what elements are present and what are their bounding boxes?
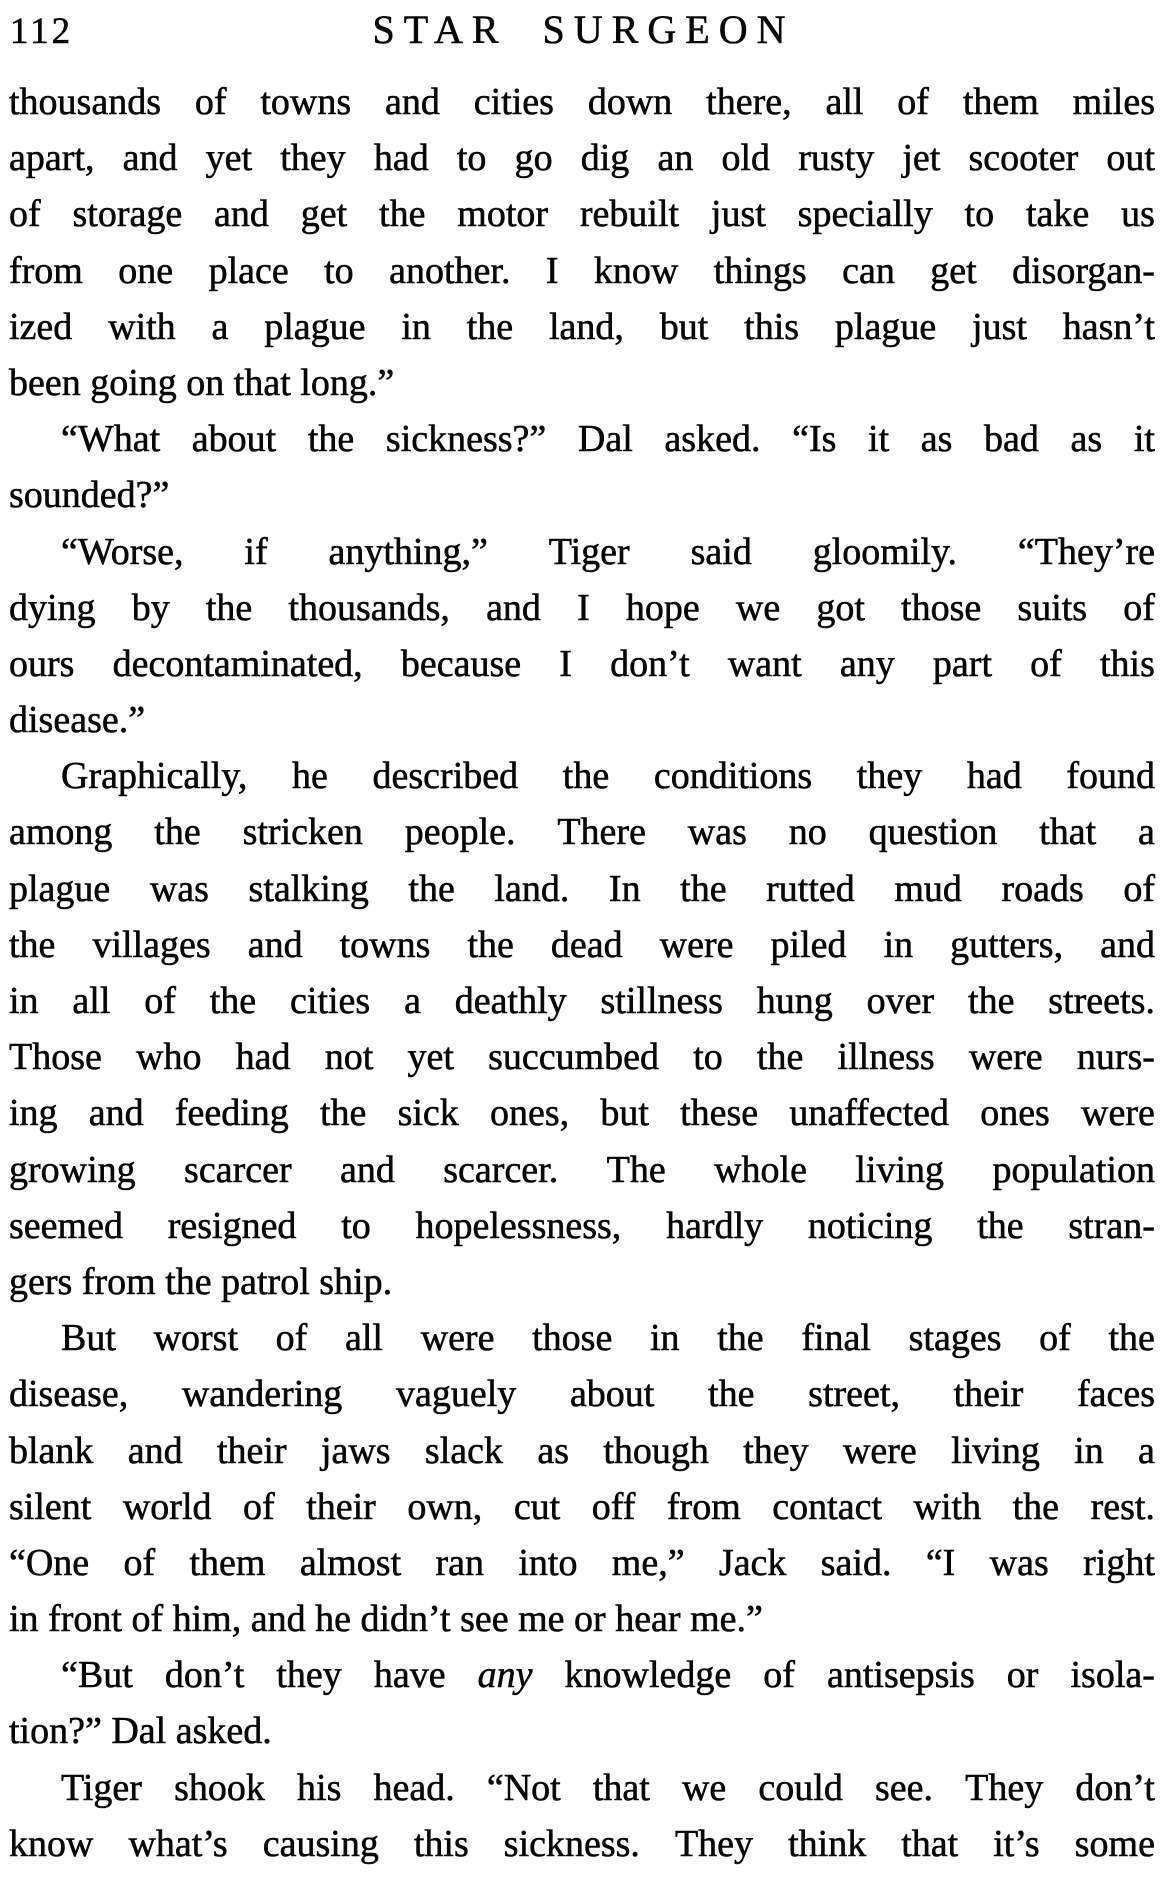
text-line: gers from the patrol ship. [9, 1260, 393, 1303]
text-line: “Worse, if anything,” Tiger said gloomily. “They’re [61, 530, 1155, 573]
text-line: But worst of all were those in the final stages of the [61, 1317, 1155, 1360]
text-line: dying by the thousands, and I hope we got those suits of [9, 586, 1155, 629]
text-line: in all of the cities a deathly stillness hung over the streets. [9, 980, 1155, 1022]
text-line: the villages and towns the dead were piled in gutters, and [9, 923, 1155, 966]
text-line: ized with a plague in the land, but this plague just hasn’t [9, 305, 1155, 348]
text-line: blank and their jaws slack as though they were living in a [9, 1429, 1155, 1472]
text-line: of storage and get the motor rebuilt just specially to take us [9, 193, 1155, 236]
text-line: know what’s causing this sickness. They think that it’s some [9, 1822, 1155, 1865]
text-line: disease, wandering vaguely about the street, their faces [9, 1373, 1155, 1416]
page-header [0, 4, 1167, 54]
text-line: Those who had not yet succumbed to the illness were nurs- [9, 1036, 1155, 1079]
text-line: tion?” Dal asked. [9, 1710, 272, 1753]
text-line: “One of them almost ran into me,” Jack said. “I was right [9, 1541, 1155, 1584]
running-title: STAR SURGEON [372, 7, 795, 52]
text-line: “But don’t they have any knowledge of antisepsis or isola- [61, 1654, 1155, 1697]
text-line: sounded?” [9, 474, 170, 517]
text-line: growing scarcer and scarcer. The whole living population [9, 1148, 1155, 1191]
text-line: Tiger shook his head. “Not that we could see. They don’t [61, 1766, 1155, 1809]
text-line: plague was stalking the land. In the rutted mud roads of [9, 867, 1155, 910]
text-line: silent world of their own, cut off from contact with the rest. [9, 1485, 1155, 1528]
text-line: from one place to another. I know things can get disorgan- [9, 249, 1155, 292]
text-line: disease.” [9, 699, 146, 742]
text-line: Graphically, he described the conditions they had found [61, 755, 1155, 798]
text-line: apart, and yet they had to go dig an old rusty jet scooter out [9, 137, 1155, 180]
text-line: among the stricken people. There was no question that a [9, 811, 1155, 854]
text-line: been going on that long.” [9, 361, 395, 404]
text-line: thousands of towns and cities down there, all of them miles [9, 81, 1155, 123]
body-text [9, 74, 1155, 1872]
text-line: ing and feeding the sick ones, but these unaffected ones were [9, 1092, 1155, 1135]
text-line: seemed resigned to hopelessness, hardly noticing the stran- [9, 1204, 1155, 1247]
text-line: “What about the sickness?” Dal asked. “Is it as bad as it [61, 418, 1155, 461]
page-number: 112 [10, 11, 74, 52]
text-line: in front of him, and he didn’t see me or hear me.” [9, 1598, 763, 1641]
text-line: ours decontaminated, because I don’t want any part of this [9, 642, 1155, 685]
